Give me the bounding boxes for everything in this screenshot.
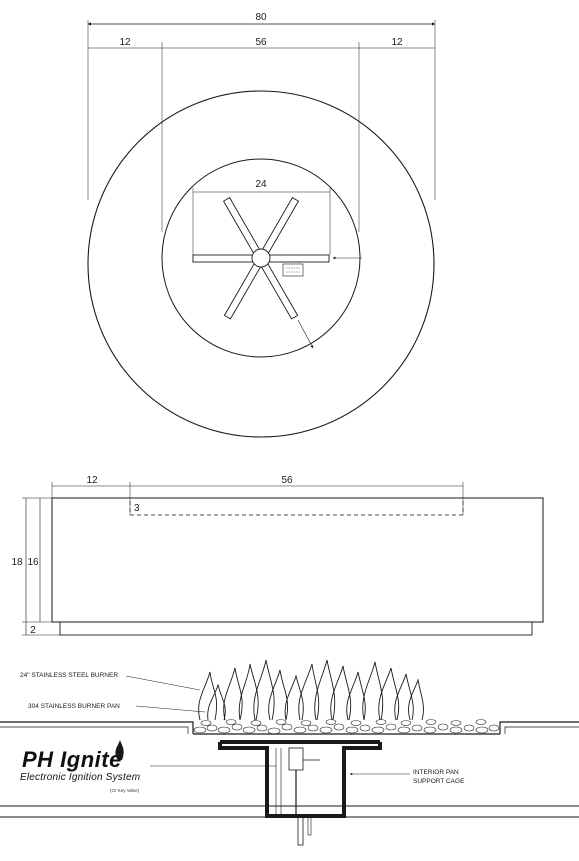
- burner-hub: [252, 249, 270, 267]
- overall-height-label: 18: [11, 557, 23, 568]
- right-ledge-label: 12: [391, 37, 403, 48]
- burner-callout: 24" STAINLESS STEEL BURNER: [20, 672, 119, 679]
- body-height-label: 16: [27, 557, 39, 568]
- fire-table-base: [60, 622, 532, 635]
- interior-pan-support-cage: [220, 742, 380, 816]
- support-cage-callout-line1: INTERIOR PAN: [413, 769, 459, 776]
- opening-label: 56: [255, 37, 267, 48]
- lava-rock-bed: [194, 720, 499, 735]
- valve-body: [289, 748, 303, 770]
- logo-title: PH Ignite: [22, 747, 122, 772]
- burner-size-label: 24: [255, 179, 267, 190]
- elevation-opening-label: 56: [281, 475, 293, 486]
- burner-pan-hidden-outline: [130, 498, 463, 515]
- pan-depth-label: 3: [134, 503, 140, 514]
- logo-note: (Or Key Valve): [110, 788, 140, 793]
- plan-view: [88, 20, 435, 437]
- flames: [199, 660, 424, 720]
- logo-subtitle: Electronic Ignition System: [20, 772, 141, 783]
- burner-spokes: [193, 198, 329, 319]
- overall-width-label: 80: [255, 12, 267, 23]
- left-ledge-label: 12: [119, 37, 131, 48]
- burner-pan-callout: 304 STAINLESS BURNER PAN: [28, 703, 120, 710]
- support-cage-callout-line2: SUPPORT CAGE: [413, 778, 465, 785]
- elevation-view: [22, 482, 543, 635]
- base-height-label: 2: [30, 625, 36, 636]
- fire-table-body: [52, 498, 543, 622]
- elevation-ledge-label: 12: [86, 475, 98, 486]
- ignition-module-icon: [283, 264, 303, 276]
- key-valve-stem: [298, 817, 303, 845]
